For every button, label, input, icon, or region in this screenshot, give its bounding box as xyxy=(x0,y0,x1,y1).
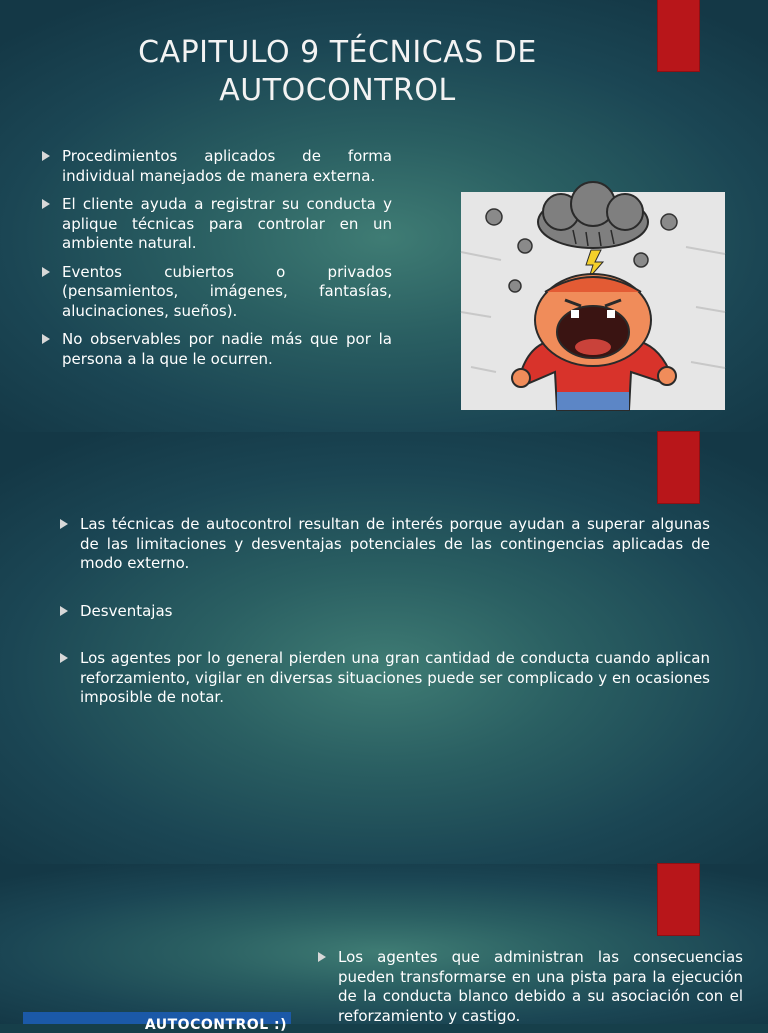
bullet-triangle-icon xyxy=(42,267,50,277)
slide-title: CAPITULO 9 TÉCNICAS DE AUTOCONTROL xyxy=(138,35,537,108)
bullet-triangle-icon xyxy=(42,334,50,344)
angry-cartoon-image xyxy=(461,192,725,410)
bullet-item xyxy=(40,147,392,186)
bullet-triangle-icon xyxy=(60,653,68,663)
bullet-list xyxy=(40,147,392,378)
bullet-triangle-icon xyxy=(60,519,68,529)
bullet-triangle-icon xyxy=(318,952,326,962)
bullet-triangle-icon xyxy=(60,606,68,616)
bullet-item xyxy=(40,195,392,254)
bullet-item xyxy=(316,948,743,1026)
bullet-item xyxy=(58,515,710,574)
bullet-triangle-icon xyxy=(42,151,50,161)
bullet-item xyxy=(58,602,710,622)
bullet-item xyxy=(58,649,710,708)
bullet-text: Eventos cubiertos o privados (pensamientos, imágenes, fantasías, alucinaciones, sueños). xyxy=(62,262,392,320)
autocontrol-banner xyxy=(23,1012,291,1033)
accent-tab xyxy=(658,864,699,935)
accent-tab xyxy=(658,432,699,503)
bullet-triangle-icon xyxy=(42,199,50,209)
banner-label: AUTOCONTROL :) xyxy=(144,1017,287,1033)
slide-2 xyxy=(0,432,768,864)
bullet-item xyxy=(40,330,392,369)
bullet-list xyxy=(58,515,710,736)
slide-3 xyxy=(0,864,768,1033)
bullet-text: No observables por nadie más que por la persona a la que le ocurren. xyxy=(62,330,392,368)
bullet-text: Desventajas xyxy=(80,601,173,620)
bullet-text: Los agentes por lo general pierden una gran cantidad de conducta cuando aplican reforzamiento, vigilar en diversas situaciones puede ser complicado y en ocasiones imposible de notar. xyxy=(80,649,710,706)
bullet-text: Procedimientos aplicados de forma individual manejados de manera externa. xyxy=(62,147,392,185)
bullet-item xyxy=(40,263,392,322)
bullet-list xyxy=(316,948,743,1026)
bullet-text: Los agentes que administran las consecuencias pueden transformarse en una pista para la ejecución de la conducta blanco debido a su asociación con el reforzamiento y castigo. xyxy=(338,948,743,1025)
slide-1 xyxy=(0,0,768,432)
bullet-text: Las técnicas de autocontrol resultan de interés porque ayudan a superar algunas de las limitaciones y desventajas potenciales de las contingencias aplicadas de modo externo. xyxy=(80,515,710,572)
accent-tab xyxy=(658,0,699,71)
bullet-text: El cliente ayuda a registrar su conducta y aplique técnicas para controlar en un ambiente natural. xyxy=(62,195,392,252)
